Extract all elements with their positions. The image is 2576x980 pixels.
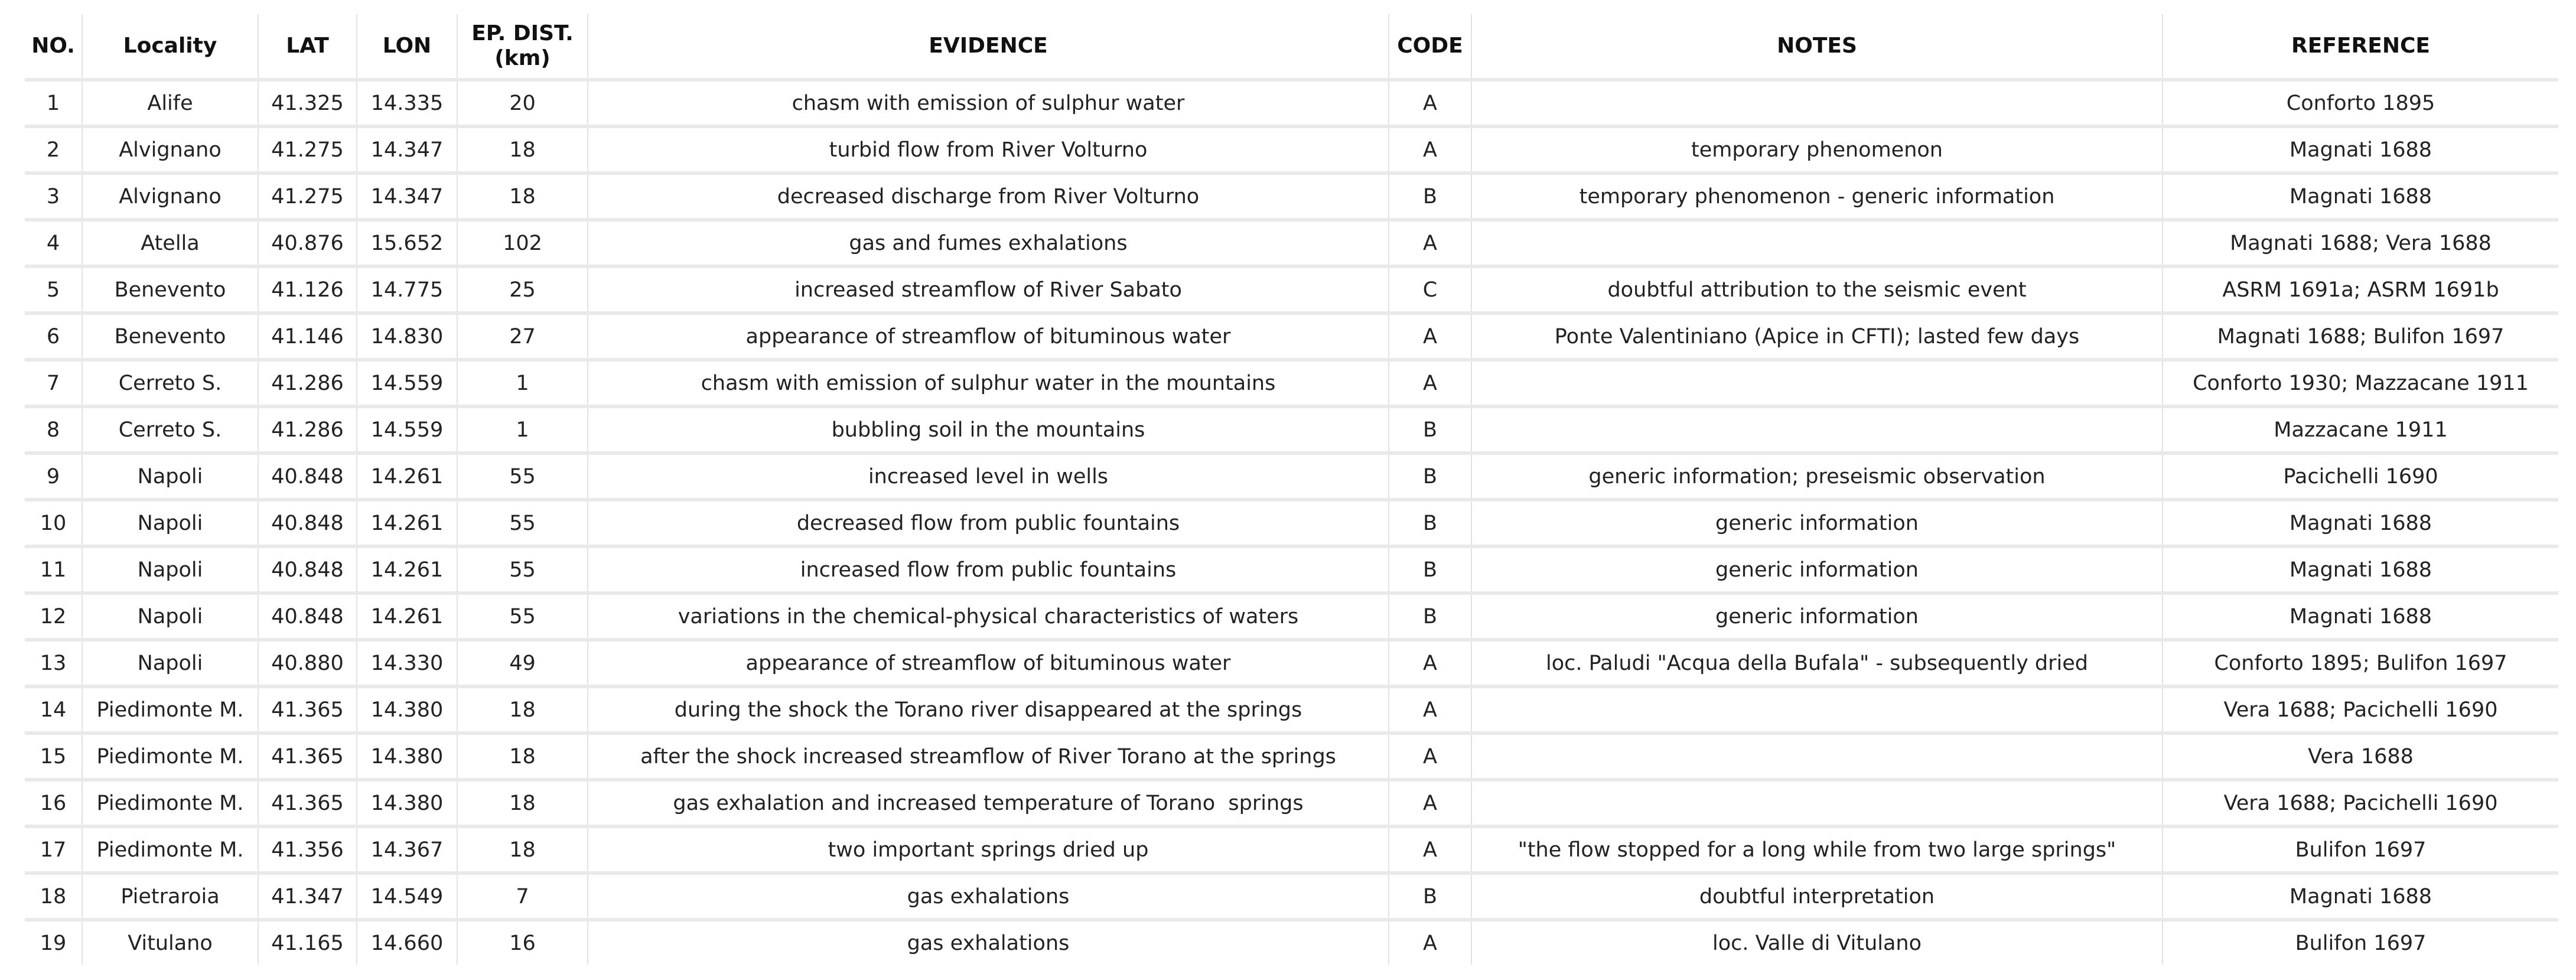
cell-notes: doubtful attribution to the seismic event xyxy=(1471,266,2163,313)
cell-reference: Magnati 1688 xyxy=(2163,500,2558,546)
header-lon: LON xyxy=(357,14,457,80)
cell-no: 10 xyxy=(25,500,82,546)
cell-ep-dist: 55 xyxy=(457,593,588,640)
header-code: CODE xyxy=(1389,14,1471,80)
cell-ep-dist: 27 xyxy=(457,313,588,360)
cell-no: 3 xyxy=(25,173,82,220)
cell-lon: 14.347 xyxy=(357,126,457,173)
cell-notes xyxy=(1471,686,2163,733)
cell-lon: 14.261 xyxy=(357,546,457,593)
cell-evidence: gas exhalation and increased temperature of Torano springs xyxy=(588,780,1389,826)
cell-lon: 15.652 xyxy=(357,220,457,266)
cell-notes: generic information xyxy=(1471,593,2163,640)
cell-lon: 14.830 xyxy=(357,313,457,360)
cell-reference: Magnati 1688 xyxy=(2163,873,2558,920)
cell-notes: generic information; preseismic observation xyxy=(1471,453,2163,500)
cell-lat: 41.325 xyxy=(258,80,357,126)
cell-ep-dist: 18 xyxy=(457,686,588,733)
header-notes: NOTES xyxy=(1471,14,2163,80)
cell-notes xyxy=(1471,360,2163,406)
cell-evidence: appearance of streamflow of bituminous water xyxy=(588,313,1389,360)
cell-lat: 41.365 xyxy=(258,686,357,733)
cell-lon: 14.261 xyxy=(357,593,457,640)
cell-no: 16 xyxy=(25,780,82,826)
cell-locality: Vitulano xyxy=(82,920,258,965)
cell-lon: 14.367 xyxy=(357,826,457,873)
cell-reference: Magnati 1688 xyxy=(2163,546,2558,593)
cell-evidence: increased streamflow of River Sabato xyxy=(588,266,1389,313)
cell-lat: 41.356 xyxy=(258,826,357,873)
cell-code: A xyxy=(1389,826,1471,873)
cell-reference: Bulifon 1697 xyxy=(2163,826,2558,873)
table-row xyxy=(25,826,2558,873)
cell-notes xyxy=(1471,733,2163,780)
table-row xyxy=(25,873,2558,920)
cell-lat: 41.275 xyxy=(258,173,357,220)
cell-lon: 14.549 xyxy=(357,873,457,920)
cell-lon: 14.559 xyxy=(357,406,457,453)
cell-ep-dist: 55 xyxy=(457,453,588,500)
cell-lat: 40.876 xyxy=(258,220,357,266)
cell-no: 9 xyxy=(25,453,82,500)
cell-code: A xyxy=(1389,686,1471,733)
header-reference: REFERENCE xyxy=(2163,14,2558,80)
table-row xyxy=(25,640,2558,686)
cell-no: 4 xyxy=(25,220,82,266)
table-row xyxy=(25,126,2558,173)
cell-lat: 40.848 xyxy=(258,546,357,593)
table-row xyxy=(25,360,2558,406)
cell-lat: 41.146 xyxy=(258,313,357,360)
cell-evidence: decreased flow from public fountains xyxy=(588,500,1389,546)
cell-lat: 40.848 xyxy=(258,500,357,546)
cell-ep-dist: 1 xyxy=(457,406,588,453)
header-locality: Locality xyxy=(82,14,258,80)
cell-locality: Alvignano xyxy=(82,173,258,220)
table-row xyxy=(25,500,2558,546)
cell-evidence: variations in the chemical-physical characteristics of waters xyxy=(588,593,1389,640)
table-header xyxy=(25,14,2558,80)
cell-reference: Bulifon 1697 xyxy=(2163,920,2558,965)
cell-evidence: chasm with emission of sulphur water in the mountains xyxy=(588,360,1389,406)
cell-lat: 41.365 xyxy=(258,733,357,780)
cell-locality: Cerreto S. xyxy=(82,406,258,453)
table-row xyxy=(25,220,2558,266)
cell-notes: generic information xyxy=(1471,500,2163,546)
cell-lon: 14.261 xyxy=(357,453,457,500)
cell-locality: Cerreto S. xyxy=(82,360,258,406)
cell-lat: 40.848 xyxy=(258,593,357,640)
cell-no: 2 xyxy=(25,126,82,173)
cell-ep-dist: 20 xyxy=(457,80,588,126)
cell-lat: 41.347 xyxy=(258,873,357,920)
cell-lon: 14.347 xyxy=(357,173,457,220)
cell-reference: Magnati 1688; Bulifon 1697 xyxy=(2163,313,2558,360)
cell-reference: Magnati 1688; Vera 1688 xyxy=(2163,220,2558,266)
cell-evidence: gas and fumes exhalations xyxy=(588,220,1389,266)
cell-notes: loc. Valle di Vitulano xyxy=(1471,920,2163,965)
table-body xyxy=(25,80,2558,965)
cell-notes: "the flow stopped for a long while from two large springs" xyxy=(1471,826,2163,873)
cell-code: A xyxy=(1389,220,1471,266)
cell-lat: 41.126 xyxy=(258,266,357,313)
cell-no: 15 xyxy=(25,733,82,780)
cell-no: 17 xyxy=(25,826,82,873)
cell-reference: Magnati 1688 xyxy=(2163,173,2558,220)
cell-ep-dist: 55 xyxy=(457,500,588,546)
cell-code: B xyxy=(1389,173,1471,220)
cell-locality: Benevento xyxy=(82,266,258,313)
cell-evidence: chasm with emission of sulphur water xyxy=(588,80,1389,126)
cell-code: B xyxy=(1389,546,1471,593)
cell-locality: Piedimonte M. xyxy=(82,780,258,826)
header-ep-dist-line2: (km) xyxy=(494,46,551,70)
cell-code: B xyxy=(1389,873,1471,920)
cell-notes: temporary phenomenon - generic information xyxy=(1471,173,2163,220)
cell-code: A xyxy=(1389,920,1471,965)
cell-locality: Alvignano xyxy=(82,126,258,173)
cell-no: 14 xyxy=(25,686,82,733)
cell-ep-dist: 16 xyxy=(457,920,588,965)
cell-locality: Piedimonte M. xyxy=(82,826,258,873)
cell-ep-dist: 25 xyxy=(457,266,588,313)
cell-code: A xyxy=(1389,640,1471,686)
cell-notes: generic information xyxy=(1471,546,2163,593)
cell-reference: Conforto 1895 xyxy=(2163,80,2558,126)
cell-lon: 14.330 xyxy=(357,640,457,686)
cell-ep-dist: 102 xyxy=(457,220,588,266)
cell-locality: Alife xyxy=(82,80,258,126)
cell-no: 1 xyxy=(25,80,82,126)
cell-lat: 40.880 xyxy=(258,640,357,686)
hydrological-evidence-table xyxy=(25,14,2558,965)
cell-no: 7 xyxy=(25,360,82,406)
cell-lon: 14.261 xyxy=(357,500,457,546)
cell-no: 6 xyxy=(25,313,82,360)
cell-locality: Atella xyxy=(82,220,258,266)
table-row xyxy=(25,266,2558,313)
cell-locality: Piedimonte M. xyxy=(82,686,258,733)
cell-no: 11 xyxy=(25,546,82,593)
cell-lon: 14.335 xyxy=(357,80,457,126)
cell-reference: Vera 1688; Pacichelli 1690 xyxy=(2163,686,2558,733)
cell-no: 8 xyxy=(25,406,82,453)
header-ep-dist xyxy=(457,14,588,80)
cell-reference: Vera 1688; Pacichelli 1690 xyxy=(2163,780,2558,826)
cell-ep-dist: 18 xyxy=(457,826,588,873)
cell-code: A xyxy=(1389,80,1471,126)
header-row xyxy=(25,14,2558,80)
header-ep-dist-line1: EP. DIST. xyxy=(471,21,574,45)
cell-reference: Magnati 1688 xyxy=(2163,593,2558,640)
table-row xyxy=(25,920,2558,965)
cell-lon: 14.660 xyxy=(357,920,457,965)
cell-notes xyxy=(1471,220,2163,266)
cell-no: 5 xyxy=(25,266,82,313)
cell-lon: 14.559 xyxy=(357,360,457,406)
cell-notes xyxy=(1471,80,2163,126)
cell-notes: temporary phenomenon xyxy=(1471,126,2163,173)
cell-locality: Napoli xyxy=(82,640,258,686)
cell-ep-dist: 18 xyxy=(457,733,588,780)
cell-lon: 14.380 xyxy=(357,733,457,780)
table-row xyxy=(25,173,2558,220)
table-row xyxy=(25,686,2558,733)
cell-locality: Pietraroia xyxy=(82,873,258,920)
cell-locality: Benevento xyxy=(82,313,258,360)
table-row xyxy=(25,80,2558,126)
cell-lat: 41.286 xyxy=(258,406,357,453)
cell-code: C xyxy=(1389,266,1471,313)
cell-ep-dist: 49 xyxy=(457,640,588,686)
cell-evidence: gas exhalations xyxy=(588,920,1389,965)
cell-no: 13 xyxy=(25,640,82,686)
cell-code: A xyxy=(1389,733,1471,780)
cell-code: A xyxy=(1389,360,1471,406)
cell-ep-dist: 18 xyxy=(457,780,588,826)
cell-locality: Piedimonte M. xyxy=(82,733,258,780)
cell-evidence: after the shock increased streamflow of River Torano at the springs xyxy=(588,733,1389,780)
cell-evidence: bubbling soil in the mountains xyxy=(588,406,1389,453)
cell-lon: 14.380 xyxy=(357,686,457,733)
cell-no: 19 xyxy=(25,920,82,965)
header-evidence: EVIDENCE xyxy=(588,14,1389,80)
cell-reference: Vera 1688 xyxy=(2163,733,2558,780)
table-row xyxy=(25,453,2558,500)
cell-evidence: decreased discharge from River Volturno xyxy=(588,173,1389,220)
cell-evidence: increased flow from public fountains xyxy=(588,546,1389,593)
table-row xyxy=(25,780,2558,826)
cell-locality: Napoli xyxy=(82,500,258,546)
cell-evidence: turbid flow from River Volturno xyxy=(588,126,1389,173)
cell-evidence: two important springs dried up xyxy=(588,826,1389,873)
cell-code: B xyxy=(1389,500,1471,546)
cell-lat: 41.365 xyxy=(258,780,357,826)
cell-lat: 41.275 xyxy=(258,126,357,173)
cell-notes xyxy=(1471,406,2163,453)
cell-reference: Mazzacane 1911 xyxy=(2163,406,2558,453)
cell-code: A xyxy=(1389,780,1471,826)
cell-lon: 14.380 xyxy=(357,780,457,826)
cell-notes xyxy=(1471,780,2163,826)
cell-notes: Ponte Valentiniano (Apice in CFTI); lasted few days xyxy=(1471,313,2163,360)
cell-no: 12 xyxy=(25,593,82,640)
table-row xyxy=(25,733,2558,780)
cell-locality: Napoli xyxy=(82,546,258,593)
cell-ep-dist: 55 xyxy=(457,546,588,593)
cell-evidence: gas exhalations xyxy=(588,873,1389,920)
cell-code: B xyxy=(1389,593,1471,640)
cell-reference: Pacichelli 1690 xyxy=(2163,453,2558,500)
cell-ep-dist: 18 xyxy=(457,126,588,173)
cell-ep-dist: 7 xyxy=(457,873,588,920)
cell-evidence: during the shock the Torano river disappeared at the springs xyxy=(588,686,1389,733)
cell-lat: 40.848 xyxy=(258,453,357,500)
cell-lon: 14.775 xyxy=(357,266,457,313)
header-no: NO. xyxy=(31,34,75,58)
cell-locality: Napoli xyxy=(82,593,258,640)
cell-reference: Conforto 1895; Bulifon 1697 xyxy=(2163,640,2558,686)
cell-code: B xyxy=(1389,406,1471,453)
table-row xyxy=(25,546,2558,593)
cell-lat: 41.286 xyxy=(258,360,357,406)
cell-reference: ASRM 1691a; ASRM 1691b xyxy=(2163,266,2558,313)
cell-evidence: increased level in wells xyxy=(588,453,1389,500)
cell-locality: Napoli xyxy=(82,453,258,500)
cell-code: B xyxy=(1389,453,1471,500)
cell-notes: doubtful interpretation xyxy=(1471,873,2163,920)
cell-code: A xyxy=(1389,126,1471,173)
cell-notes: loc. Paludi "Acqua della Bufala" - subsequently dried xyxy=(1471,640,2163,686)
cell-reference: Magnati 1688 xyxy=(2163,126,2558,173)
header-lat: LAT xyxy=(258,14,357,80)
table-row xyxy=(25,313,2558,360)
cell-reference: Conforto 1930; Mazzacane 1911 xyxy=(2163,360,2558,406)
cell-code: A xyxy=(1389,313,1471,360)
table-row xyxy=(25,593,2558,640)
cell-ep-dist: 18 xyxy=(457,173,588,220)
cell-ep-dist: 1 xyxy=(457,360,588,406)
table-row xyxy=(25,406,2558,453)
cell-lat: 41.165 xyxy=(258,920,357,965)
cell-no: 18 xyxy=(25,873,82,920)
cell-evidence: appearance of streamflow of bituminous water xyxy=(588,640,1389,686)
